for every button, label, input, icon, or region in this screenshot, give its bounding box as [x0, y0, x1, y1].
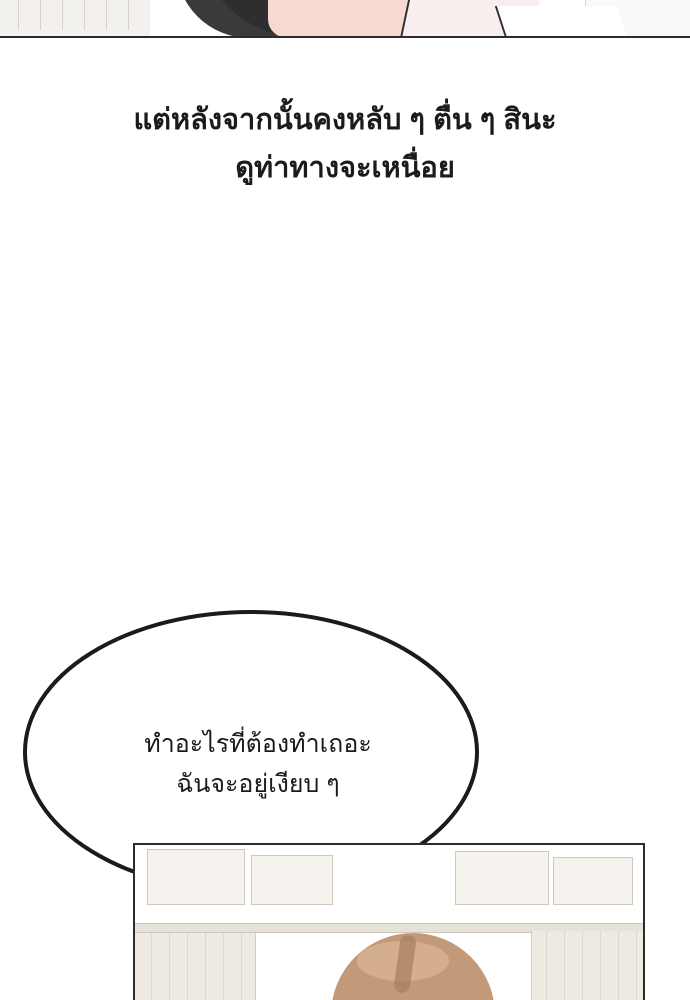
- top-panel-art: [0, 0, 690, 38]
- narration-caption: [0, 96, 690, 192]
- bottom-panel-art: [133, 843, 645, 1000]
- narration-line-1: แต่หลังจากนั้นคงหลับ ๆ ตื่น ๆ สินะ: [133, 104, 557, 136]
- narration-line-2: ดูท่าทางจะเหนื่อย: [235, 152, 455, 184]
- panel-divider: [0, 36, 690, 38]
- shelf-left: [135, 933, 256, 1000]
- speech-line-1: ทำอะไรที่ต้องทำเถอะ: [144, 730, 372, 758]
- shelf-box-2: [251, 855, 333, 905]
- background-wall-left: [0, 0, 150, 38]
- shelf-box-3: [455, 851, 549, 905]
- shelf-box-1: [147, 849, 245, 905]
- speech-line-2: ฉันจะอยู่เงียบ ๆ: [176, 770, 340, 798]
- shelf-right: [531, 931, 644, 1000]
- character-shoulder: [495, 6, 627, 38]
- shelf-box-4: [553, 857, 633, 905]
- speech-bubble-text: [18, 724, 498, 804]
